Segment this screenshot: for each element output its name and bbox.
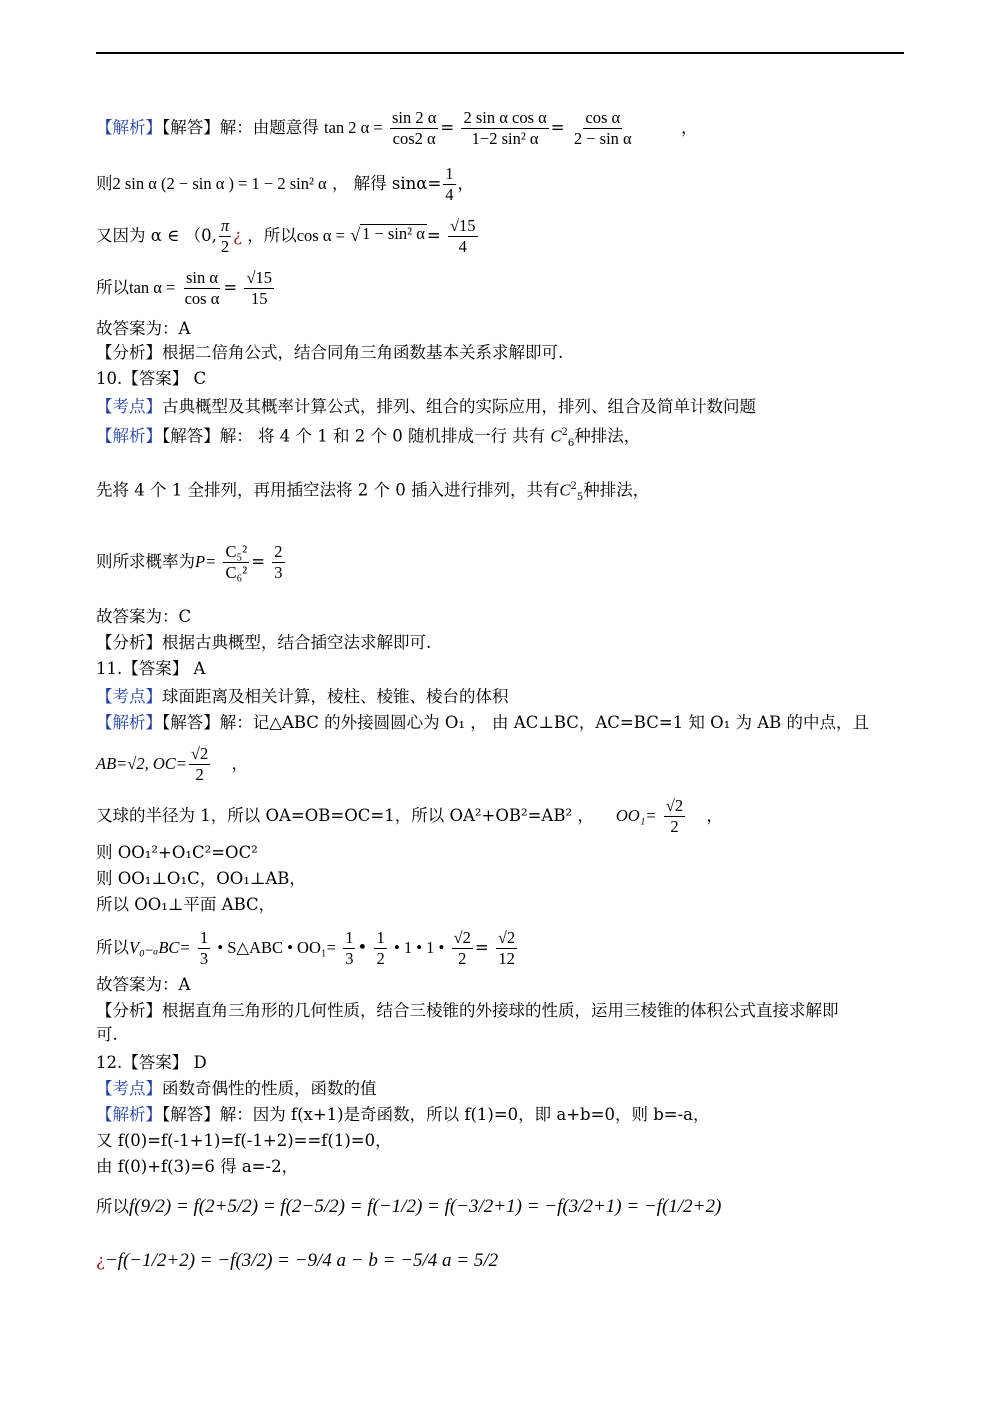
fraction: $\frac{\pi}{2}$ (220, 216, 230, 256)
analysis-line: 【分析】根据古典概型，结合插空法求解即可. (96, 633, 432, 652)
kaodian-line: 【考点】球面距离及相关计算，棱柱、棱锥、棱台的体积 (96, 687, 509, 706)
text-line: 【解析】【解答】解： 将 4 个 1 和 2 个 0 随机排成一行 共有 $C^2_6$种排法， (96, 426, 641, 449)
fraction: $\frac{1}{4}$ (445, 164, 454, 204)
radical: √ 1 − sin² α (350, 224, 425, 245)
fraction: $\frac{√15}{4}$ (449, 216, 476, 256)
fraction: $\frac{1}{3}$ (345, 928, 354, 968)
fraction: $\frac{2}{3}$ (274, 542, 283, 582)
answer-header: 11.【答案】 A (96, 659, 206, 678)
text-line: 【解析】【解答】解：因为 f(x+1)是奇函数，所以 f(1)=0，即 a+b=0，则 b=-a， (96, 1105, 710, 1124)
kaodian-line: 【考点】古典概型及其概率计算公式，排列、组合的实际应用，排列、组合及简单计数问题 (96, 397, 756, 416)
answer-header: 12.【答案】 D (96, 1053, 207, 1072)
text-line: 则 OO₁⊥O₁C，OO₁⊥AB， (96, 869, 306, 888)
fraction: $\frac{√2}{2}$ (190, 744, 209, 784)
text-line: 又 f(0)=f(-1+1)=f(-1+2)==f(1)=0， (96, 1131, 392, 1150)
fraction: $\frac{\text{2 sin α cos α}}{\text{1−2 sin² α}}$ (463, 108, 547, 148)
fraction: $\frac{1}{2}$ (376, 928, 385, 968)
analysis-line: 可. (96, 1025, 118, 1044)
fraction: $\frac{√2}{2}$ (453, 928, 471, 968)
answer-line: 故答案为：C (96, 607, 192, 626)
text-line: 则所求概率为P= $\frac{\text{C₅²}}{\text{C₆²}}$ = $\frac{2}{3}$ (96, 542, 283, 582)
text-line: 所以 OO₁⊥平面 ABC， (96, 895, 276, 914)
fraction: $\frac{\text{C₅²}}{\text{C₆²}}$ (225, 542, 248, 582)
answer-line: 故答案为：A (96, 319, 191, 338)
kaodian-line: 【考点】函数奇偶性的性质，函数的值 (96, 1079, 377, 1098)
fraction: $\frac{√2}{12}$ (497, 928, 516, 968)
fraction: $\frac{\text{sin α}}{\text{cos α}}$ (184, 268, 220, 308)
fraction: $\frac{√2}{2}$ (665, 796, 684, 836)
text-line: 【解析】【解答】解：记△ABC 的外接圆圆心为 O₁ ， 由 AC⊥BC，AC=BC=1 知 O₁ 为 AB 的中点，且 (96, 713, 870, 732)
text-line: 所以V₀₋ₐBC= $\frac{1}{3}$ • S△ABC • OO₁= $\frac{1}{3}$ • $\frac{1}{2}$ • 1 • 1 • $\frac{√2}{2}$ = $\frac{√2}{12}$ (96, 928, 516, 968)
fraction: $\frac{\text{cos α}}{\text{2 − sin α}}$ (573, 108, 632, 148)
text-line: ¿−f(−1/2+2) = −f(3/2) = −9/4 a − b = −5/4 a = 5/2 (96, 1250, 499, 1271)
text-line: AB=√2, OC= $\frac{√2}{2}$ ， (96, 744, 248, 784)
fraction: $\frac{√15}{15}$ (246, 268, 273, 308)
jiexi-tag: 【解析】 (96, 118, 162, 137)
text-line: 又因为 α ∈ （0, $\frac{\pi}{2}$ ¿ ，所以cos α = √ 1 − sin² α = $\frac{√15}{4}$ (96, 216, 476, 256)
fraction: $\frac{\sin 2 \alpha}{\cos 2 \alpha}$ (391, 108, 437, 148)
analysis-line: 【分析】根据直角三角形的几何性质，结合三棱锥的外接球的性质，运用三棱锥的体积公式直接求解即 (96, 1001, 839, 1020)
text-line: 【解析】【解答】解：由题意得 tan 2 α = $\frac{\sin 2 \alpha}{\cos 2 \alpha}$ = $\frac{\text{2 sin α cos α}}{\text{1−2 sin² α}}$ = $\frac{\text{cos α}}{\text{2 − sin α}}$ ， (96, 108, 698, 148)
text-line: 又球的半径为 1，所以 OA=OB=OC=1，所以 OA²+OB²=AB² ， OO₁= $\frac{√2}{2}$ ， (96, 796, 723, 836)
fraction: $\frac{1}{3}$ (199, 928, 209, 968)
answer-header: 10.【答案】 C (96, 369, 207, 388)
text-line: 所以f(9/2) = f(2+5/2) = f(2−5/2) = f(−1/2) = f(−3/2+1) = −f(3/2+1) = −f(1/2+2) (96, 1196, 722, 1217)
text-line: 则2 sin α (2 − sin α ) = 1 − 2 sin² α ， 解得 sinα= $\frac{1}{4}$ ， (96, 164, 475, 204)
text-line: 先将 4 个 1 全排列，再用插空法将 2 个 0 插入进行排列，共有$C^2_5$种排法， (96, 480, 650, 503)
text-line: 由 f(0)+f(3)=6 得 a=-2， (96, 1157, 299, 1176)
analysis-line: 【分析】根据二倍角公式，结合同角三角函数基本关系求解即可. (96, 343, 564, 362)
header-rule (96, 52, 904, 54)
answer-line: 故答案为：A (96, 975, 191, 994)
text-line: 则 OO₁²+O₁C²=OC² (96, 843, 258, 862)
text-line: 所以tan α = $\frac{\text{sin α}}{\text{cos α}}$ = $\frac{√15}{15}$ (96, 268, 273, 308)
